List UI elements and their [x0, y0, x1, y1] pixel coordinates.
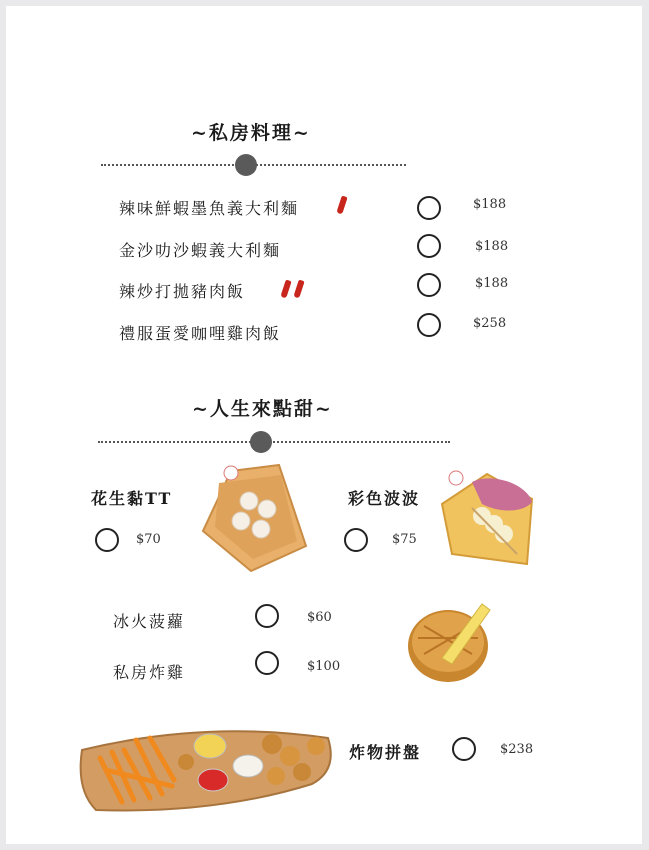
select-circle[interactable] [417, 273, 441, 297]
select-circle[interactable] [255, 604, 279, 628]
chili-icon [336, 196, 347, 215]
menu-page [6, 6, 642, 844]
section-title-private-cuisine: ~私房料理~ [191, 122, 311, 144]
menu-item-price: $188 [475, 239, 509, 254]
menu-item-name: 彩色波波 [348, 489, 421, 508]
chili-icon [293, 280, 304, 299]
menu-item-price: $188 [475, 276, 509, 291]
menu-item-price: $258 [473, 316, 507, 331]
menu-item-price: $60 [307, 610, 332, 625]
select-circle[interactable] [417, 196, 441, 220]
fried-platter-image [76, 710, 338, 818]
select-circle[interactable] [417, 234, 441, 258]
menu-item-price: $100 [307, 659, 341, 674]
section-divider [101, 161, 406, 169]
colorful-mochi-toast-image [432, 464, 537, 574]
chili-icon [280, 280, 291, 299]
menu-item-price: $75 [392, 532, 417, 547]
select-circle[interactable] [344, 528, 368, 552]
menu-item-name: 炸物拼盤 [349, 743, 422, 762]
menu-item-name: 金沙叻沙蝦義大利麵 [119, 241, 282, 260]
menu-item-name: 禮服蛋愛咖哩雞肉飯 [119, 324, 282, 343]
select-circle[interactable] [255, 651, 279, 675]
select-circle[interactable] [417, 313, 441, 337]
section-divider [98, 438, 450, 446]
section-title-desserts: ~人生來點甜~ [192, 398, 333, 420]
menu-item-price: $238 [500, 742, 534, 757]
menu-item-name: 辣炒打拋豬肉飯 [119, 282, 246, 301]
select-circle[interactable] [95, 528, 119, 552]
select-circle[interactable] [452, 737, 476, 761]
menu-item-name: 辣味鮮蝦墨魚義大利麵 [119, 199, 300, 218]
menu-item-name: 花生黏TT [91, 489, 173, 508]
menu-item-name: 私房炸雞 [113, 663, 186, 682]
menu-item-price: $70 [136, 532, 161, 547]
menu-item-price: $188 [473, 197, 507, 212]
menu-item-name: 冰火菠蘿 [113, 612, 186, 631]
pineapple-bun-image [404, 598, 496, 688]
peanut-toast-image [201, 461, 311, 573]
